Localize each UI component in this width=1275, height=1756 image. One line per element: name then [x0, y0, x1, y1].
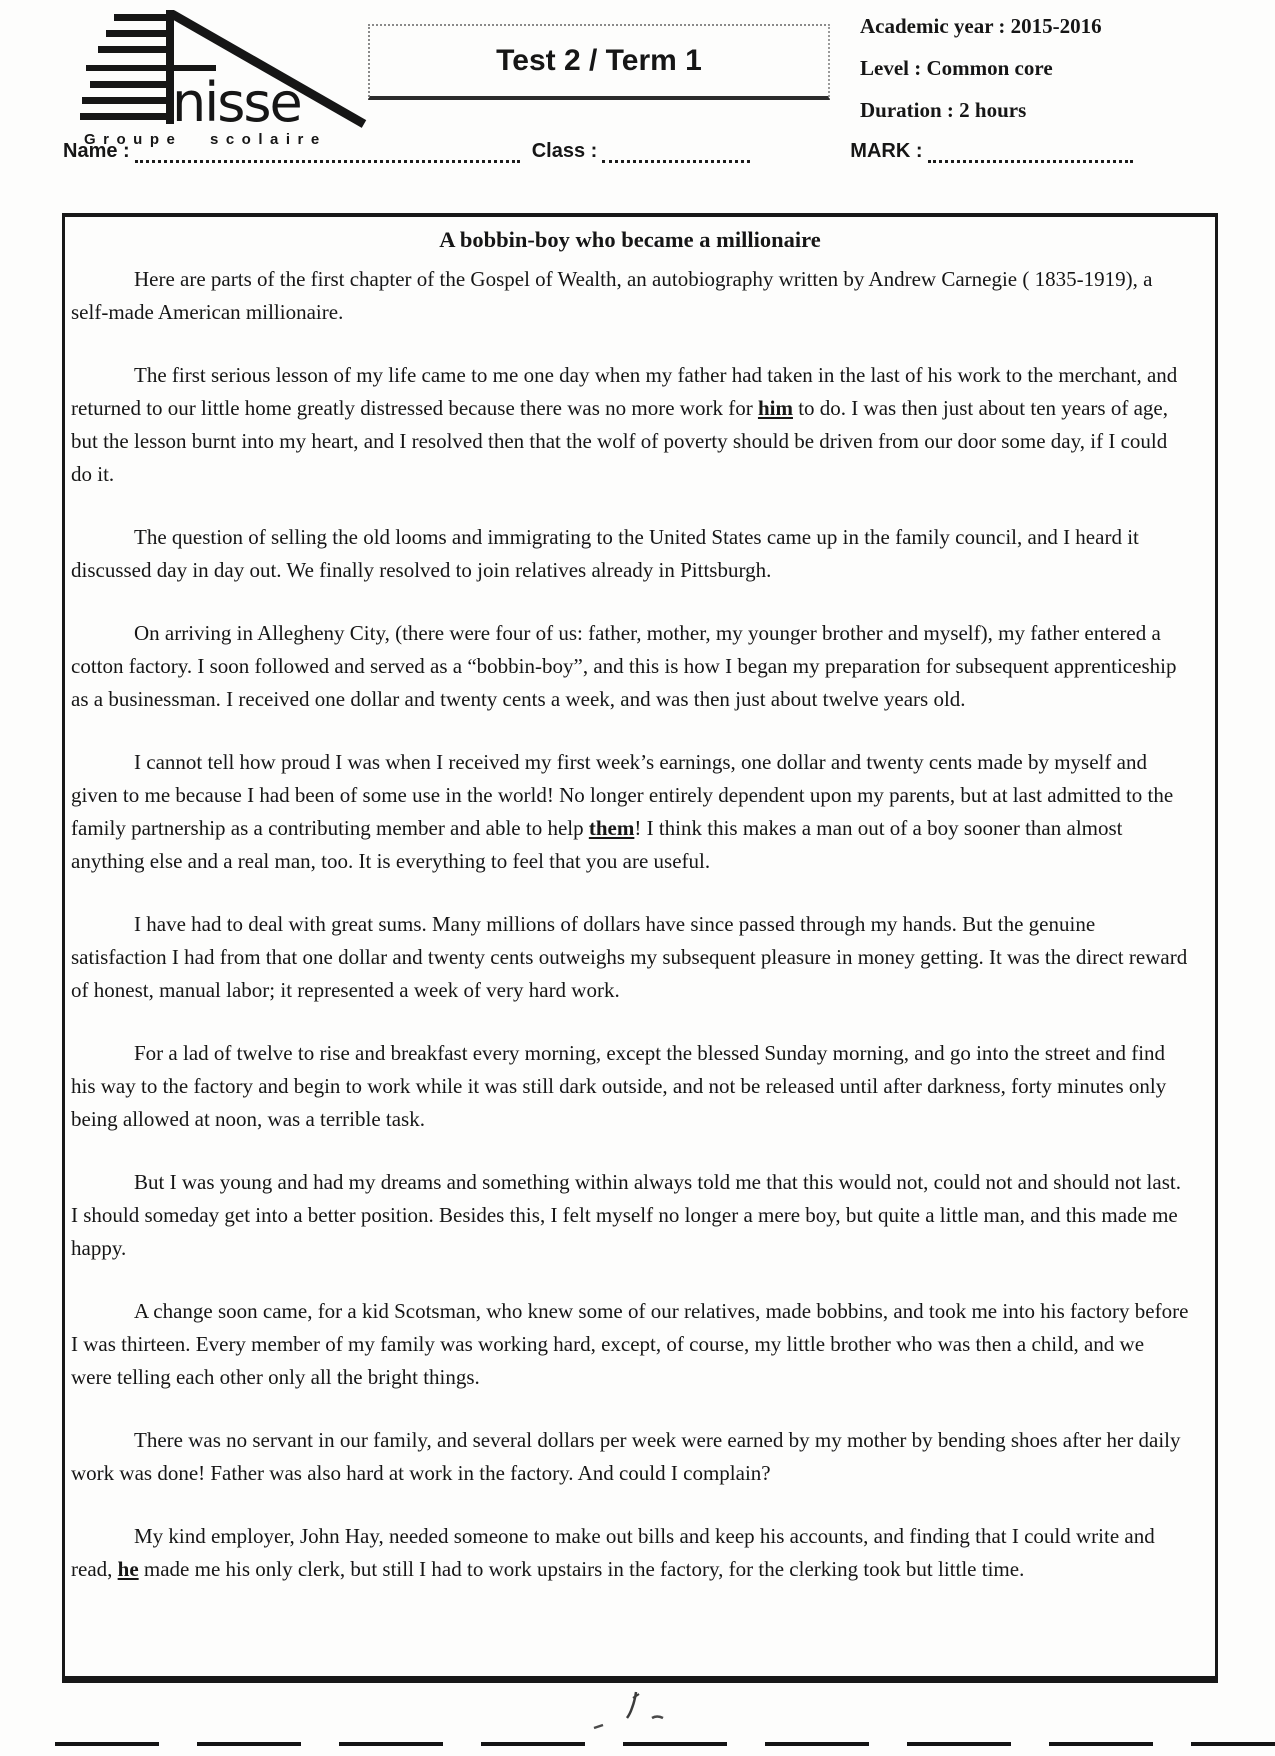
- pen-mark: [590, 1688, 710, 1736]
- class-fill-line: [602, 144, 750, 163]
- passage-paragraph: For a lad of twelve to rise and breakfast every morning, except the blessed Sunday morning, and go into the street and find his way to the factory and begin to work while it was still dark outside, and not be released until after darkness, forty minutes only being allowed at noon, was a terrible task.: [71, 1041, 1167, 1131]
- passage-paragraph: I have had to deal with great sums. Many millions of dollars have since passed through my hands. But the genuine satisfaction I had from that one dollar and twenty cents outweighs my subsequent pleasure in money getting. It was the direct reward of honest, manual labor; it represented a week of very hard work.: [71, 912, 1188, 1002]
- level: Level : Common core: [860, 56, 1053, 80]
- duration: Duration : 2 hours: [860, 98, 1027, 122]
- passage-paragraph: The first serious lesson of my life came to me one day when my father had taken in the last of his work to the merchant, and returned to our little home greatly distressed because there was no more work for him to do. I was then just about ten years of age, but the lesson burnt into my heart, and I resolved then that the wolf of poverty should be driven from our door some day, if I could do it.: [71, 363, 1178, 486]
- name-label: Name :: [63, 140, 130, 162]
- svg-text:nisse: nisse: [172, 71, 301, 130]
- passage-paragraph: On arriving in Allegheny City, (there were four of us: father, mother, my younger brother and myself), my father entered a cotton factory. I soon followed and served as a “bobbin-boy”, and this is how I began my preparation for subsequent apprenticeship as a businessman. I received one dollar and twenty cents a week, and was then just about twelve years old.: [71, 621, 1177, 711]
- mark-fill-line: [928, 144, 1133, 163]
- passage-title: A bobbin-boy who became a millionaire: [439, 227, 821, 252]
- passage-paragraph: A change soon came, for a kid Scotsman, who knew some of our relatives, made bobbins, and took me into his factory before I was thirteen. Every member of my family was working hard, except, of course, my little brother who was then a child, and we were telling each other only all the bright things.: [71, 1299, 1189, 1389]
- logo-subtitle: Groupe scolaire: [84, 131, 327, 148]
- student-fields-row: [63, 140, 1215, 163]
- exam-info-block: [860, 16, 1102, 142]
- academic-year: Academic year : 2015-2016: [860, 14, 1102, 38]
- passage-paragraph: The question of selling the old looms and immigrating to the United States came up in the family council, and I heard it discussed day in day out. We finally resolved to join relatives already in Pittsburgh.: [71, 525, 1139, 582]
- passage-paragraph: Here are parts of the first chapter of the Gospel of Wealth, an autobiography written by Andrew Carnegie ( 1835-1919), a self-made American millionaire.: [71, 267, 1153, 324]
- passage-box: [62, 213, 1218, 1683]
- passage-body: [71, 263, 1189, 1586]
- anisse-logo-icon: [80, 8, 380, 130]
- mark-label: MARK :: [850, 140, 923, 162]
- passage-paragraph: But I was young and had my dreams and something within always told me that this would not, could not and should not last. I should someday get into a better position. Besides this, I felt myself no longer a mere boy, but quite a little man, and this made me happy.: [71, 1170, 1181, 1260]
- test-title: Test 2 / Term 1: [496, 44, 702, 77]
- test-title-box: [368, 24, 830, 100]
- passage-paragraph: There was no servant in our family, and several dollars per week were earned by my mother by bending shoes after her daily work was done! Father was also hard at work in the factory. And could I complain?: [71, 1428, 1181, 1485]
- class-label: Class :: [531, 140, 598, 162]
- passage-paragraph: My kind employer, John Hay, needed someone to make out bills and keep his accounts, and finding that I could write and read, he made me his only clerk, but still I had to work upstairs in the factory, for the clerking took but little time.: [71, 1524, 1155, 1581]
- page-bottom-scan-line: [55, 1742, 1275, 1746]
- school-logo: [80, 8, 390, 148]
- passage-paragraph: I cannot tell how proud I was when I received my first week’s earnings, one dollar and twenty cents made by myself and given to me because I had been of some use in the world! No longer entirely dependent upon my parents, but at last admitted to the family partnership as a contributing member and able to help them! I think this makes a man out of a boy sooner than almost anything else and a real man, too. It is everything to feel that you are useful.: [71, 750, 1174, 873]
- name-fill-line: [135, 144, 520, 163]
